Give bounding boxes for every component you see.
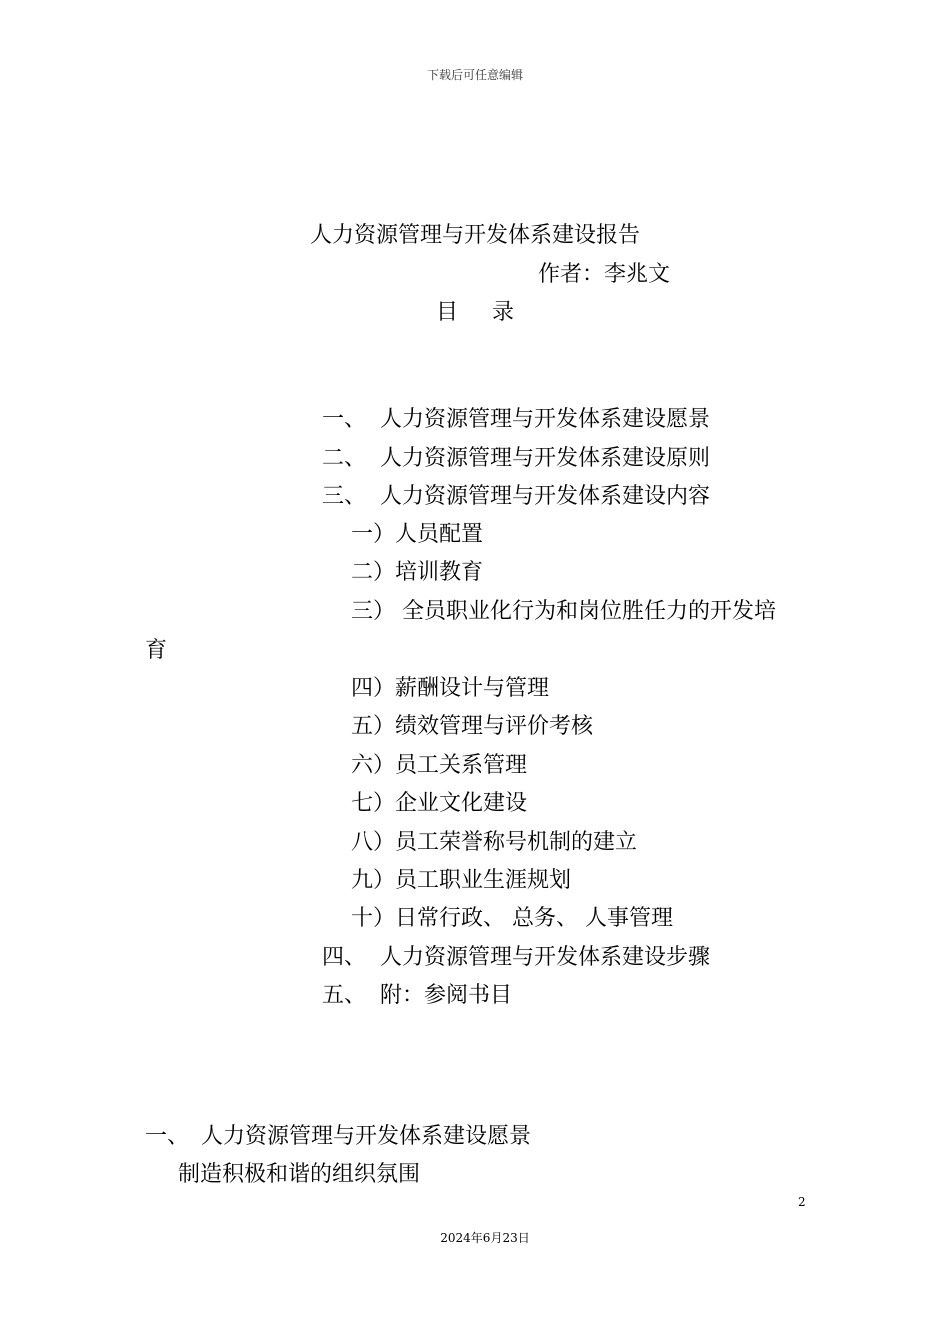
- toc-subitem-10[interactable]: 十）日常行政、 总务、 人事管理: [351, 906, 673, 931]
- toc-subitem-3[interactable]: 三） 全员职业化行为和岗位胜任力的开发培: [351, 599, 776, 624]
- toc-subitem-7[interactable]: 七）企业文化建设: [351, 791, 528, 816]
- author-line: 作者：李兆文: [538, 262, 671, 287]
- document-title: 人力资源管理与开发体系建设报告: [309, 223, 640, 248]
- toc-item-number: 一、: [322, 407, 367, 432]
- toc-subitem-2[interactable]: 二）培训教育: [351, 560, 484, 585]
- section-1-heading: [145, 1119, 531, 1150]
- toc-subitem-9[interactable]: 九）员工职业生涯规划: [351, 868, 572, 893]
- toc-subitem-8[interactable]: 八）员工荣誉称号机制的建立: [351, 830, 638, 855]
- toc-item-number: 五、: [322, 983, 367, 1008]
- footer-date: 2024年6月23日: [440, 1231, 530, 1245]
- section-title: 人力资源管理与开发体系建设愿景: [201, 1124, 532, 1149]
- toc-item-label: 人力资源管理与开发体系建设愿景: [380, 407, 711, 432]
- toc-item-3[interactable]: [322, 479, 710, 510]
- section-1-body: 制造积极和谐的组织氛围: [178, 1162, 421, 1187]
- toc-item-5[interactable]: [322, 978, 512, 1009]
- toc-item-2[interactable]: [322, 441, 710, 472]
- toc-subitem-5[interactable]: 五）绩效管理与评价考核: [351, 714, 594, 739]
- toc-item-number: 四、: [322, 945, 367, 970]
- toc-subitem-3-wrap: 育: [145, 638, 168, 663]
- toc-item-number: 二、: [322, 446, 367, 471]
- toc-subitem-4[interactable]: 四）薪酬设计与管理: [351, 676, 550, 701]
- section-number: 一、: [145, 1124, 190, 1149]
- toc-item-4[interactable]: [322, 940, 710, 971]
- toc-subitem-1[interactable]: 一）人员配置: [351, 522, 484, 547]
- toc-item-label: 附：参阅书目: [380, 983, 513, 1008]
- toc-item-number: 三、: [322, 484, 367, 509]
- toc-item-label: 人力资源管理与开发体系建设原则: [380, 446, 711, 471]
- toc-heading: 目录: [436, 300, 549, 325]
- toc-subitem-6[interactable]: 六）员工关系管理: [351, 753, 528, 778]
- header-note: 下载后可任意编辑: [426, 68, 523, 82]
- toc-item-1[interactable]: [322, 402, 710, 433]
- toc-item-label: 人力资源管理与开发体系建设步骤: [380, 945, 711, 970]
- page-number: 2: [798, 1195, 806, 1209]
- toc-item-label: 人力资源管理与开发体系建设内容: [380, 484, 711, 509]
